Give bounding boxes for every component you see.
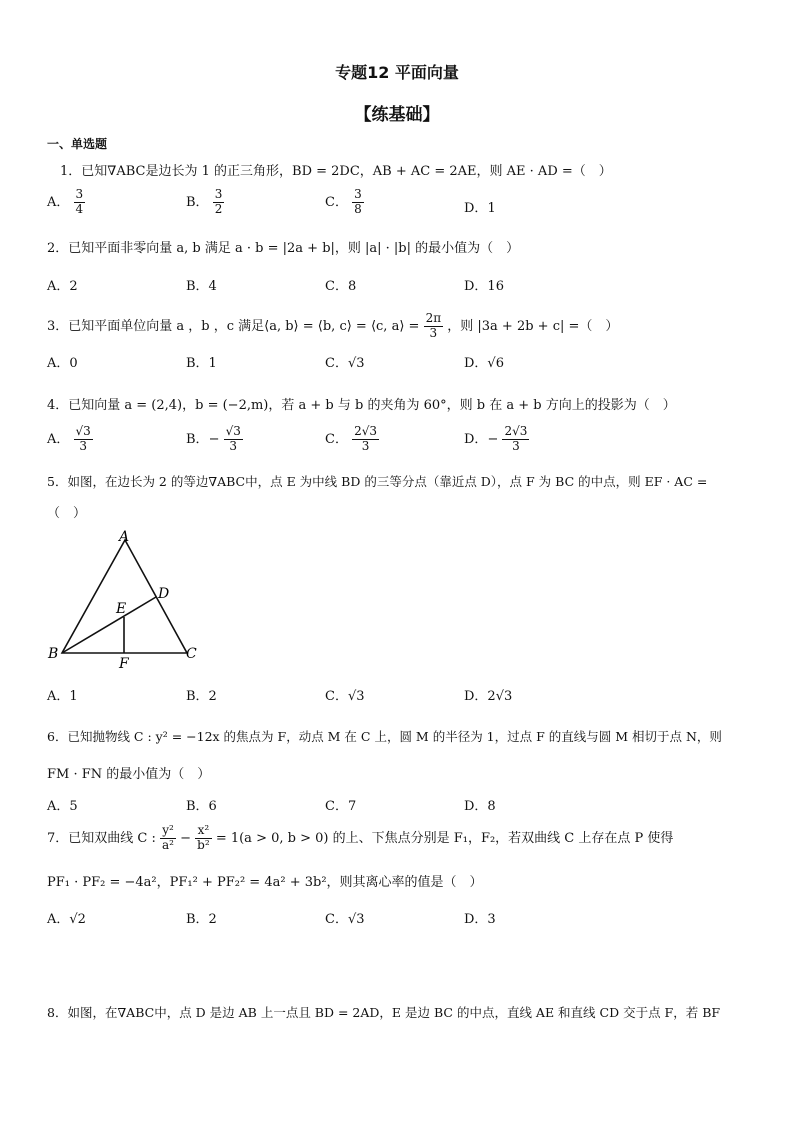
q4-option-a-fraction: $\frac{√3}{3}$ <box>75 424 91 453</box>
question-6-stem: 6．已知抛物线 C : y² = −12x 的焦点为 F，动点 M 在 C 上，圆 M 的半径为 1，过点 F 的直线与圆 M 相切于点 N，则 <box>47 729 722 744</box>
label-f: F <box>119 656 129 672</box>
label-d: D <box>158 586 170 602</box>
q7-option-d[interactable]: D．3 <box>464 912 496 927</box>
q4-option-d[interactable]: D．− $\frac{2√3}{3}$ <box>464 424 528 453</box>
question-1-stem: 1．已知∇ABC是边长为 1 的正三角形，BD = 2DC，AB + AC = 2AE，则 AE · AD =（ ） <box>60 164 612 179</box>
q7-option-c[interactable]: C．√3 <box>325 912 365 927</box>
q3-option-d[interactable]: D．√6 <box>464 356 504 371</box>
page-subtitle: 【练基础】 <box>354 105 440 125</box>
question-5-stem-cont: （ ） <box>47 506 87 521</box>
question-8-stem: 8．如图，在∇ABC中，点 D 是边 AB 上一点且 BD = 2AD，E 是边 BC 的中点，直线 AE 和直线 CD 交于点 F，若 BF <box>47 1005 721 1020</box>
q7-fraction-x: $\frac{\text{x²}}{\text{b²}}$ <box>197 823 210 852</box>
label-a: A <box>119 529 130 545</box>
q6-option-b[interactable]: B．6 <box>186 799 217 814</box>
section-heading: 一、单选题 <box>47 137 108 151</box>
question-2-stem: 2．已知平面非零向量 a, b 满足 a · b = |2a + b|，则 |a| · |b| 的最小值为（ ） <box>47 241 520 256</box>
q5-option-b[interactable]: B．2 <box>186 689 217 704</box>
q4-option-c-fraction: $\frac{2√3}{3}$ <box>354 424 378 453</box>
q4-option-c[interactable]: C． $\frac{2√3}{3}$ <box>325 424 378 453</box>
q5-option-d[interactable]: D．2√3 <box>464 689 513 704</box>
q2-option-a[interactable]: A．2 <box>47 279 78 294</box>
question-3-stem: 3．已知平面单位向量 a ，b ，c 满足⟨a, b⟩ = ⟨b, c⟩ = ⟨c, a⟩ = $\frac{2\pi}{3}$ ，则 |3a + 2b + c| =（ ） <box>47 311 619 340</box>
q1-option-c[interactable]: C． $\frac{3}{8}$ <box>325 187 362 216</box>
q3-option-c[interactable]: C．√3 <box>325 356 365 371</box>
q7-option-a[interactable]: A．√2 <box>47 912 86 927</box>
q4-option-a[interactable]: A． $\frac{√3}{3}$ <box>47 424 91 453</box>
question-4-stem: 4．已知向量 a = (2,4)，b = (−2,m)，若 a + b 与 b 的夹角为 60°，则 b 在 a + b 方向上的投影为（ ） <box>47 398 676 413</box>
q3-option-b[interactable]: B．1 <box>186 356 217 371</box>
question-7-stem-cont: PF₁ · PF₂ = −4a²，PF₁² + PF₂² = 4a² + 3b²，则其离心率的值是（ ） <box>47 875 483 890</box>
q1-option-c-fraction: $\frac{3}{8}$ <box>354 187 362 216</box>
question-7-stem: 7．已知双曲线 C : $\frac{\text{y²}}{\text{a²}}$ − $\frac{\text{x²}}{\text{b²}}$ = 1(a > 0, b > 0) 的上、下焦点分别是 F₁，F₂，若双曲线 C 上存在点 P 使得 <box>47 823 674 852</box>
page-title: 专题12 平面向量 <box>335 63 459 82</box>
label-c: C <box>186 646 197 662</box>
q4-option-b[interactable]: B．− $\frac{√3}{3}$ <box>186 424 241 453</box>
q5-triangle-figure <box>40 525 210 675</box>
q6-option-a[interactable]: A．5 <box>47 799 78 814</box>
q2-option-c[interactable]: C．8 <box>325 279 357 294</box>
question-6-stem-cont: FM · FN 的最小值为（ ） <box>47 767 211 782</box>
q5-option-a[interactable]: A．1 <box>47 689 78 704</box>
question-5-stem: 5．如图，在边长为 2 的等边∇ABC中，点 E 为中线 BD 的三等分点（靠近点 D），点 F 为 BC 的中点，则 EF · AC = <box>47 474 708 489</box>
q1-option-a[interactable]: A． $\frac{3}{4}$ <box>47 187 84 216</box>
q6-option-d[interactable]: D．8 <box>464 799 496 814</box>
q3-stem-fraction: $\frac{2\pi}{3}$ <box>425 311 442 340</box>
q7-fraction-y: $\frac{\text{y²}}{\text{a²}}$ <box>162 823 174 852</box>
q3-option-a[interactable]: A．0 <box>47 356 78 371</box>
median-bd <box>62 597 156 653</box>
q1-option-b-fraction: $\frac{3}{2}$ <box>214 187 223 216</box>
q1-option-a-fraction: $\frac{3}{4}$ <box>75 187 84 216</box>
label-b: B <box>48 646 59 662</box>
q2-option-b[interactable]: B．4 <box>186 279 217 294</box>
q4-option-d-fraction: $\frac{2√3}{3}$ <box>504 424 528 453</box>
q7-option-b[interactable]: B．2 <box>186 912 217 927</box>
q1-option-b[interactable]: B． $\frac{3}{2}$ <box>186 187 223 216</box>
q6-option-c[interactable]: C．7 <box>325 799 357 814</box>
q1-option-d[interactable]: D．1 <box>464 201 496 216</box>
q2-option-d[interactable]: D．16 <box>464 279 504 294</box>
q4-option-b-fraction: $\frac{√3}{3}$ <box>225 424 241 453</box>
label-e: E <box>116 601 127 617</box>
q5-option-c[interactable]: C．√3 <box>325 689 365 704</box>
